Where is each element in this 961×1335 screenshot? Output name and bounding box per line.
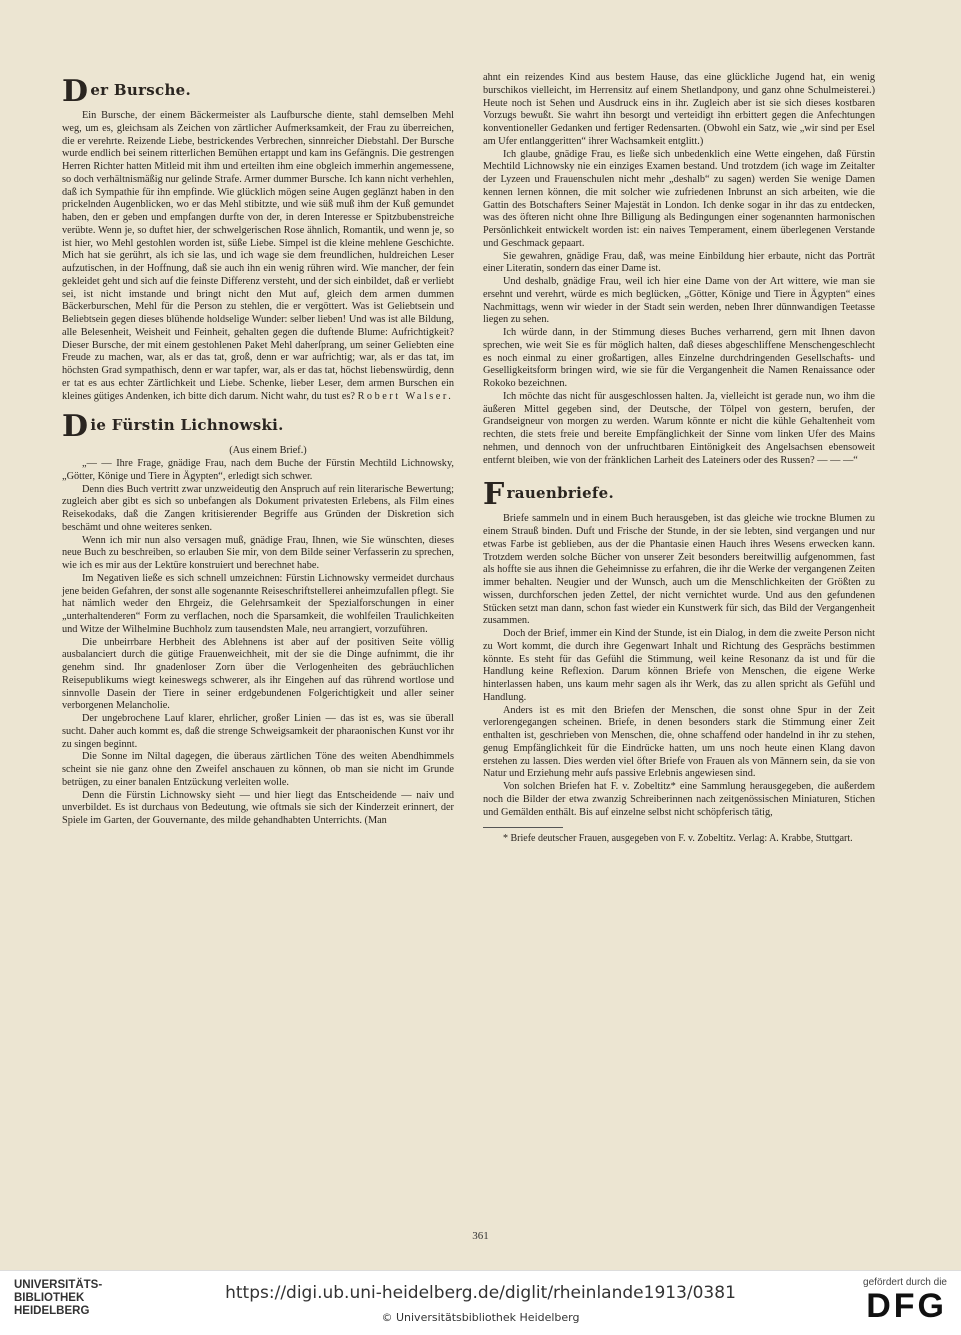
- article-subheading: (Aus einem Brief.): [229, 445, 307, 457]
- heading-text: rauenbriefe.: [506, 484, 615, 503]
- right-column: [483, 72, 875, 845]
- heading-text: er Bursche.: [90, 81, 192, 99]
- paragraph: Wenn ich mir nun also versagen muß, gnädige Frau, Ihnen, wie Sie wünschten, dieses neue Buch zu beschreiben, so erlauben Sie mir, von dem Bilde seiner Verfasserin zu sprechen, wie ich es mir aus der Lektüre konstruiert und berechnet habe.: [62, 534, 454, 571]
- paragraph: Ich glaube, gnädige Frau, es ließe sich unbedenklich eine Wette eingehen, daß Fürstin Mechtild Lichnowsky nie ein einziges Examen bestand. Und trotzdem (ich wage im Zeitalter der Lyzeen und Frauenschulen nicht mehr „deshalb“ zu sagen) werden Sie wenige Damen kennen lernen können, die mit solcher wie zufriedenen Inbrunst an sich arbeiten, wie die Gattin des Botschafters Seiner Majestät in London. Ich denke sogar in ihr das zu entdecken, was des öfteren nicht ohne Ihre Billigung als Bedingungen einer sogenannten harmonischen Persönlichkeit entwickelt worden ist: ein naives Temperament, einem überlegenen Verstande und Geschmack gepaart.: [483, 148, 875, 249]
- logo-line: HEIDELBERG: [14, 1305, 90, 1317]
- paragraph: Denn dies Buch vertritt zwar unzweideutig den Anspruch auf rein literarische Bewertung; zugleich aber gibt es sich so unbefangen als Dokument privatesten Erlebens, als Film eines Reisekodaks, daß die Zangen kritisierender Begriffe aus Gründen der Diskretion sich beschämt und ohne weiteres senken.: [62, 483, 454, 533]
- paragraph: Von solchen Briefen hat F. v. Zobeltitz* eine Sammlung herausgegeben, die außerdem noch die Bilder der etwa zwanzig Schreiberinnen nach zeitgenössischen Miniaturen, Stichen und Gemälden enthält. Bis auf einzelne selbst nicht schöpferisch tätig,: [483, 781, 875, 818]
- paragraph: Im Negativen ließe es sich schnell umzeichnen: Fürstin Lichnowsky vermeidet durchaus jene beiden Gefahren, der sonst alle sogenannte Reiseschriftstellerei anheimzufallen pflegt. Sie hat nämlich weder den Ehrgeiz, die Gelehrsamkeit der Spezialforschungen in einer „unterhaltenderen“ Form zu verflachen, noch die Sparsamkeit, die wohlfeilen Traulichkeiten und Witze der Wilhelmine Buchholz zum tausendsten Male, neu arrangiert, vorzuführen.: [62, 572, 454, 635]
- paragraph-text: Ein Bursche, der einem Bäckermeister als Laufbursche diente, stahl demselben Mehl weg, um es, gleichsam als Zeichen von zärtlicher Aufmerksamkeit, der Frau zu überreichen, die er verehrte. Reizende Liebe, bestrickendes Verbrechen, sinnreicher Diebstahl. Der Bursche wurde endlich bei seinem ritterlichen Bemühen ertappt und kam ins Gefängnis. Die gestrengen Herren Richter hatten Mitleid mit ihm und erteilten ihm eine obgleich immerhin angemessene, so doch verhältnismäßig nur gelinde Strafe. Armer dummer Bursche. Ich kann nicht verhehlen, daß ich Sympathie für ihn empfinde. Wie glücklich mögen seine Augen geglänzt haben in den prickelnden Augenblicken, wo er das Mehl stibitzte, und wie süß muß ihm der Kuß gemundet haben, den er geben und empfangen durfte von der, in deren Interesse er Spitzbubenstreiche verübte. Wenn je, so duftet hier, der schwelgerischen Rose ähnlich, Romantik, und wenn je, so ist hier, wo Mehl gestohlen worden ist, süße Liebe. Simpel ist die kleine mehlene Geschichte. Mich hat sie gerührt, als ich sie las, und ich wage sie dem freundlichen, huldreichen Leser aufzutischen, in der Hoffnung, daß sie auch ihn ein wenig rühren wird. Wie mancher, der fein gekleidet geht und sich auf die feinste Differenz versteht, und der sich einbildet, daß er verliebt sei, ist nicht imstande und bringt nicht den Mut auf, gleich dem armen dummen Bäckerburschen, Mehl für die Person zu stehlen, die er vergöttert. Was ist Geliebtsein und Beliebtsein gegen dieses blühende holdselige Wunder: selber lieben! Und was ist alle Bildung, alle Belesenheit, Weisheit und Feinheit, gehalten gegen die duftende Blume: Aufrichtigkeit? Dieser Bursche, der mit einem gestohlenen Paket Mehl daherſprang, um seiner Geliebten eine Freude zu machen, war, als er das tat, groß, denn er war aufrichtig; war, als er das tat, im höchsten Grad sympathisch, denn er war tapfer, war, als er das tat, höchst liebenswürdig, denn er tat es aus echter Zärtlichkeit und Liebe. Schenke, lieber Leser, dem armen Burschen ein kleines gütiges Andenken, ich bitte dich darum. Nicht wahr, du tust es?: [62, 110, 454, 402]
- heading-initial: D: [62, 74, 89, 109]
- article-heading-frauenbriefe: [483, 477, 875, 513]
- article-heading-lichnowski: [62, 409, 454, 445]
- left-column: [62, 72, 454, 828]
- paragraph: [62, 110, 454, 403]
- viewer-footer: [0, 1270, 961, 1335]
- footnote: * Briefe deutscher Frauen, ausgegeben von F. v. Zobeltitz. Verlag: A. Krabbe, Stuttgart.: [503, 833, 853, 845]
- paragraph: Und deshalb, gnädige Frau, weil ich hier eine Dame von der Art wittere, wie man sie ersehnt und verehrt, würde es mich beglücken, „Götter, Könige und Tiere in Ägypten“ eines Nachmittags, wenn wir wieder in der Stadt sein werden, neben Ihrer dünnwandigen Teetasse liegen zu sehen.: [483, 276, 875, 326]
- paragraph: ahnt ein reizendes Kind aus bestem Hause, das eine glückliche Jugend hat, ein wenig burschikos vielleicht, im Herrensitz auf einem Shetlandpony, und ganz ohne Schulmeisterei.) Heute noch ist Sehen und Ausdruck eins in ihr. Zugleich aber ist sie sich dieses kostbaren Vorzugs bewußt. Sie wahrt ihn besorgt und verteidigt ihn erbittert gegen die Anfechtungen konventioneller Gedanken und fertiger Redensarten. (Obwohl ein Satz, wie „wir sind per Esel am Ufer entlanggeritten“ ihrer Wachsamkeit entglitt.): [483, 72, 875, 147]
- paragraph: Sie gewahren, gnädige Frau, daß, was meine Einbildung hier erbaute, nicht das Porträt einer Literatin, sondern das einer Dame ist.: [483, 250, 875, 275]
- paragraph: Die Sonne im Niltal dagegen, die überaus zärtlichen Töne des weiten Abendhimmels scheint sie nie ganz ohne den Zweifel anschauen zu können, ob man sie nicht im Grunde betrügen, zu einer banalen Entzückung verleiten wolle.: [62, 751, 454, 788]
- paragraph: Briefe sammeln und in einem Buch herausgeben, ist das gleiche wie trockne Blumen zu einem Strauß binden. Duft und Frische der Stunde, in der sie lebten, sind vergangen und nur etwas Farbe ist geblieben, aus der die Phantasie einen Hauch ihres Wesens erwecken kann. Trotzdem werden solche Bücher von unserer Zeit besonders bereitwillig aufgenommen, fast als hoffte sie aus ihnen die Geheimnisse zu erfahren, die ihr die Werke der vergangenen Zeiten immer behalten. Neugier und der Wunsch, auch um die Menschlichkeiten der Größten zu wissen, durchforschen jeden Zettel, der nicht vernichtet wurde. Und aus den gefundenen Stücken setzt man dann, schon fast wieder ein Kunstwerk für sich, das Bild der Vergangenheit zusammen.: [483, 513, 875, 627]
- author-signature: Robert Walser.: [357, 390, 454, 402]
- copyright-notice: © Universitätsbibliothek Heidelberg: [381, 1311, 580, 1324]
- dfg-logo[interactable]: [863, 1277, 947, 1324]
- page-number: 361: [472, 1230, 489, 1242]
- paragraph: Ich würde dann, in der Stimmung dieses Buches verharrend, gern mit Ihnen davon sprechen, wie weit Sie es für möglich halten, daß dieses abgeschliffene Menschengeschlecht es noch einmal zu einer großartigen, alles Einzelne durchdringenden Gesellschafts- und Geselligkeitsform bringen wird, wie sie für die Vergangenheit die Namen Renaissance oder Rokoko bezeichnen.: [483, 327, 875, 389]
- paragraph: Denn die Fürstin Lichnowsky sieht — und hier liegt das Entscheidende — naiv und unverbildet. Es ist durchaus von Bedeutung, wie oftmals sie sich der Kinderzeit erinnert, der Spiele im Garten, der Gouvernante, des milde gehandhabten Unterrichts. (Man: [62, 789, 454, 826]
- dfg-wordmark: DFG: [866, 1287, 947, 1325]
- paragraph: Die unbeirrbare Herbheit des Ablehnens ist aber auf der positiven Seite völlig ausbalanciert durch die gütige Frauenweichheit, mit der sie die Dinge aufnimmt, die ihr genehm sind. Ihr gnadenloser Zorn über die Verlogenheiten des gebräuchlichen Reisepublikums wiegt keineswegs schwerer, als ihr Eingehen auf das rührend wortlose und sinnvolle Dasein der Tiere in seiner erdgebundenen Folgerichtigkeit und aller seiner verborgenen Melancholie.: [62, 636, 454, 712]
- paragraph: Doch der Brief, immer ein Kind der Stunde, ist ein Dialog, in dem die zweite Person nicht zu Wort kommt, die durch ihre Gegenwart Inhalt und Richtung des Gesprächs bestimmen könnte. Es steht für das Gefühl die Stimmung, weil keine Resonanz da ist und für die Handlung keine Reflexion. Darum können Briefe von Menschen, die eigene Werke hinterlassen haben, uns kaum mehr sagen als ihr Werk, das zu allen spricht als Gefühl und Handlung.: [483, 628, 875, 703]
- paragraph: „— — Ihre Frage, gnädige Frau, nach dem Buche der Fürstin Mechtild Lichnowsky, „Götter, Könige und Tiere in Ägypten“, erledigt sich schwer.: [62, 458, 454, 482]
- heading-text: ie Fürstin Lichnowski.: [90, 416, 284, 435]
- footnote-divider: [483, 827, 563, 828]
- heading-initial: F: [483, 477, 505, 513]
- funded-by-label: gefördert durch die: [863, 1277, 947, 1288]
- logo-line: BIBLIOTHEK: [14, 1292, 85, 1304]
- logo-line: UNIVERSITÄTS-: [14, 1279, 103, 1291]
- article-heading-bursche: [62, 74, 454, 109]
- paragraph: Ich möchte das nicht für ausgeschlossen halten. Ja, vielleicht ist gerade nun, wo ihm die äußeren Mittel gegeben sind, der Deutsche, der Tölpel von gestern, berufen, der Grandseigneur von morgen zu werden. Warum könnte er nicht die kühle Gehaltenheit vom rechten, die stets freie und bereite Empfänglichkeit der Sinne vom linken Ufer des Mains nehmen, und dennoch von der unfruchtbaren Eintönigkeit des Angelsachsen ebensoweit entfernt bleiben, wie von der fränklichen Larheit des Lateiners oder des Russen? — — —“: [483, 390, 875, 466]
- paragraph: Der ungebrochene Lauf klarer, ehrlicher, großer Linien — das ist es, was sie überall sucht. Daher auch kommt es, daß die strenge Schweigsamkeit der pharaonischen Kunst vor ihr zu singen beginnt.: [62, 713, 454, 750]
- heading-initial: D: [62, 409, 89, 445]
- permalink-url[interactable]: https://digi.ub.uni-heidelberg.de/diglit/rheinlande1913/0381: [225, 1283, 736, 1303]
- paragraph: Anders ist es mit den Briefen der Menschen, die sonst ohne Spur in der Zeit verlorengegangen scheinen. Briefe, in denen besonders stark die Stimmung einer Zeit enthalten ist, geschrieben von Menschen, die, ohne schaffend oder handelnd in ihr zu stehen, genug Empfänglichkeit für die Eindrücke hatten, um uns noch heute einen Klang davon erstehen zu lassen. Dies werden viel öfter Briefe von Frauen als von Männern sein, da sie von Natur und Erziehung mehr aufs passive Erlebnis angewiesen sind.: [483, 704, 875, 780]
